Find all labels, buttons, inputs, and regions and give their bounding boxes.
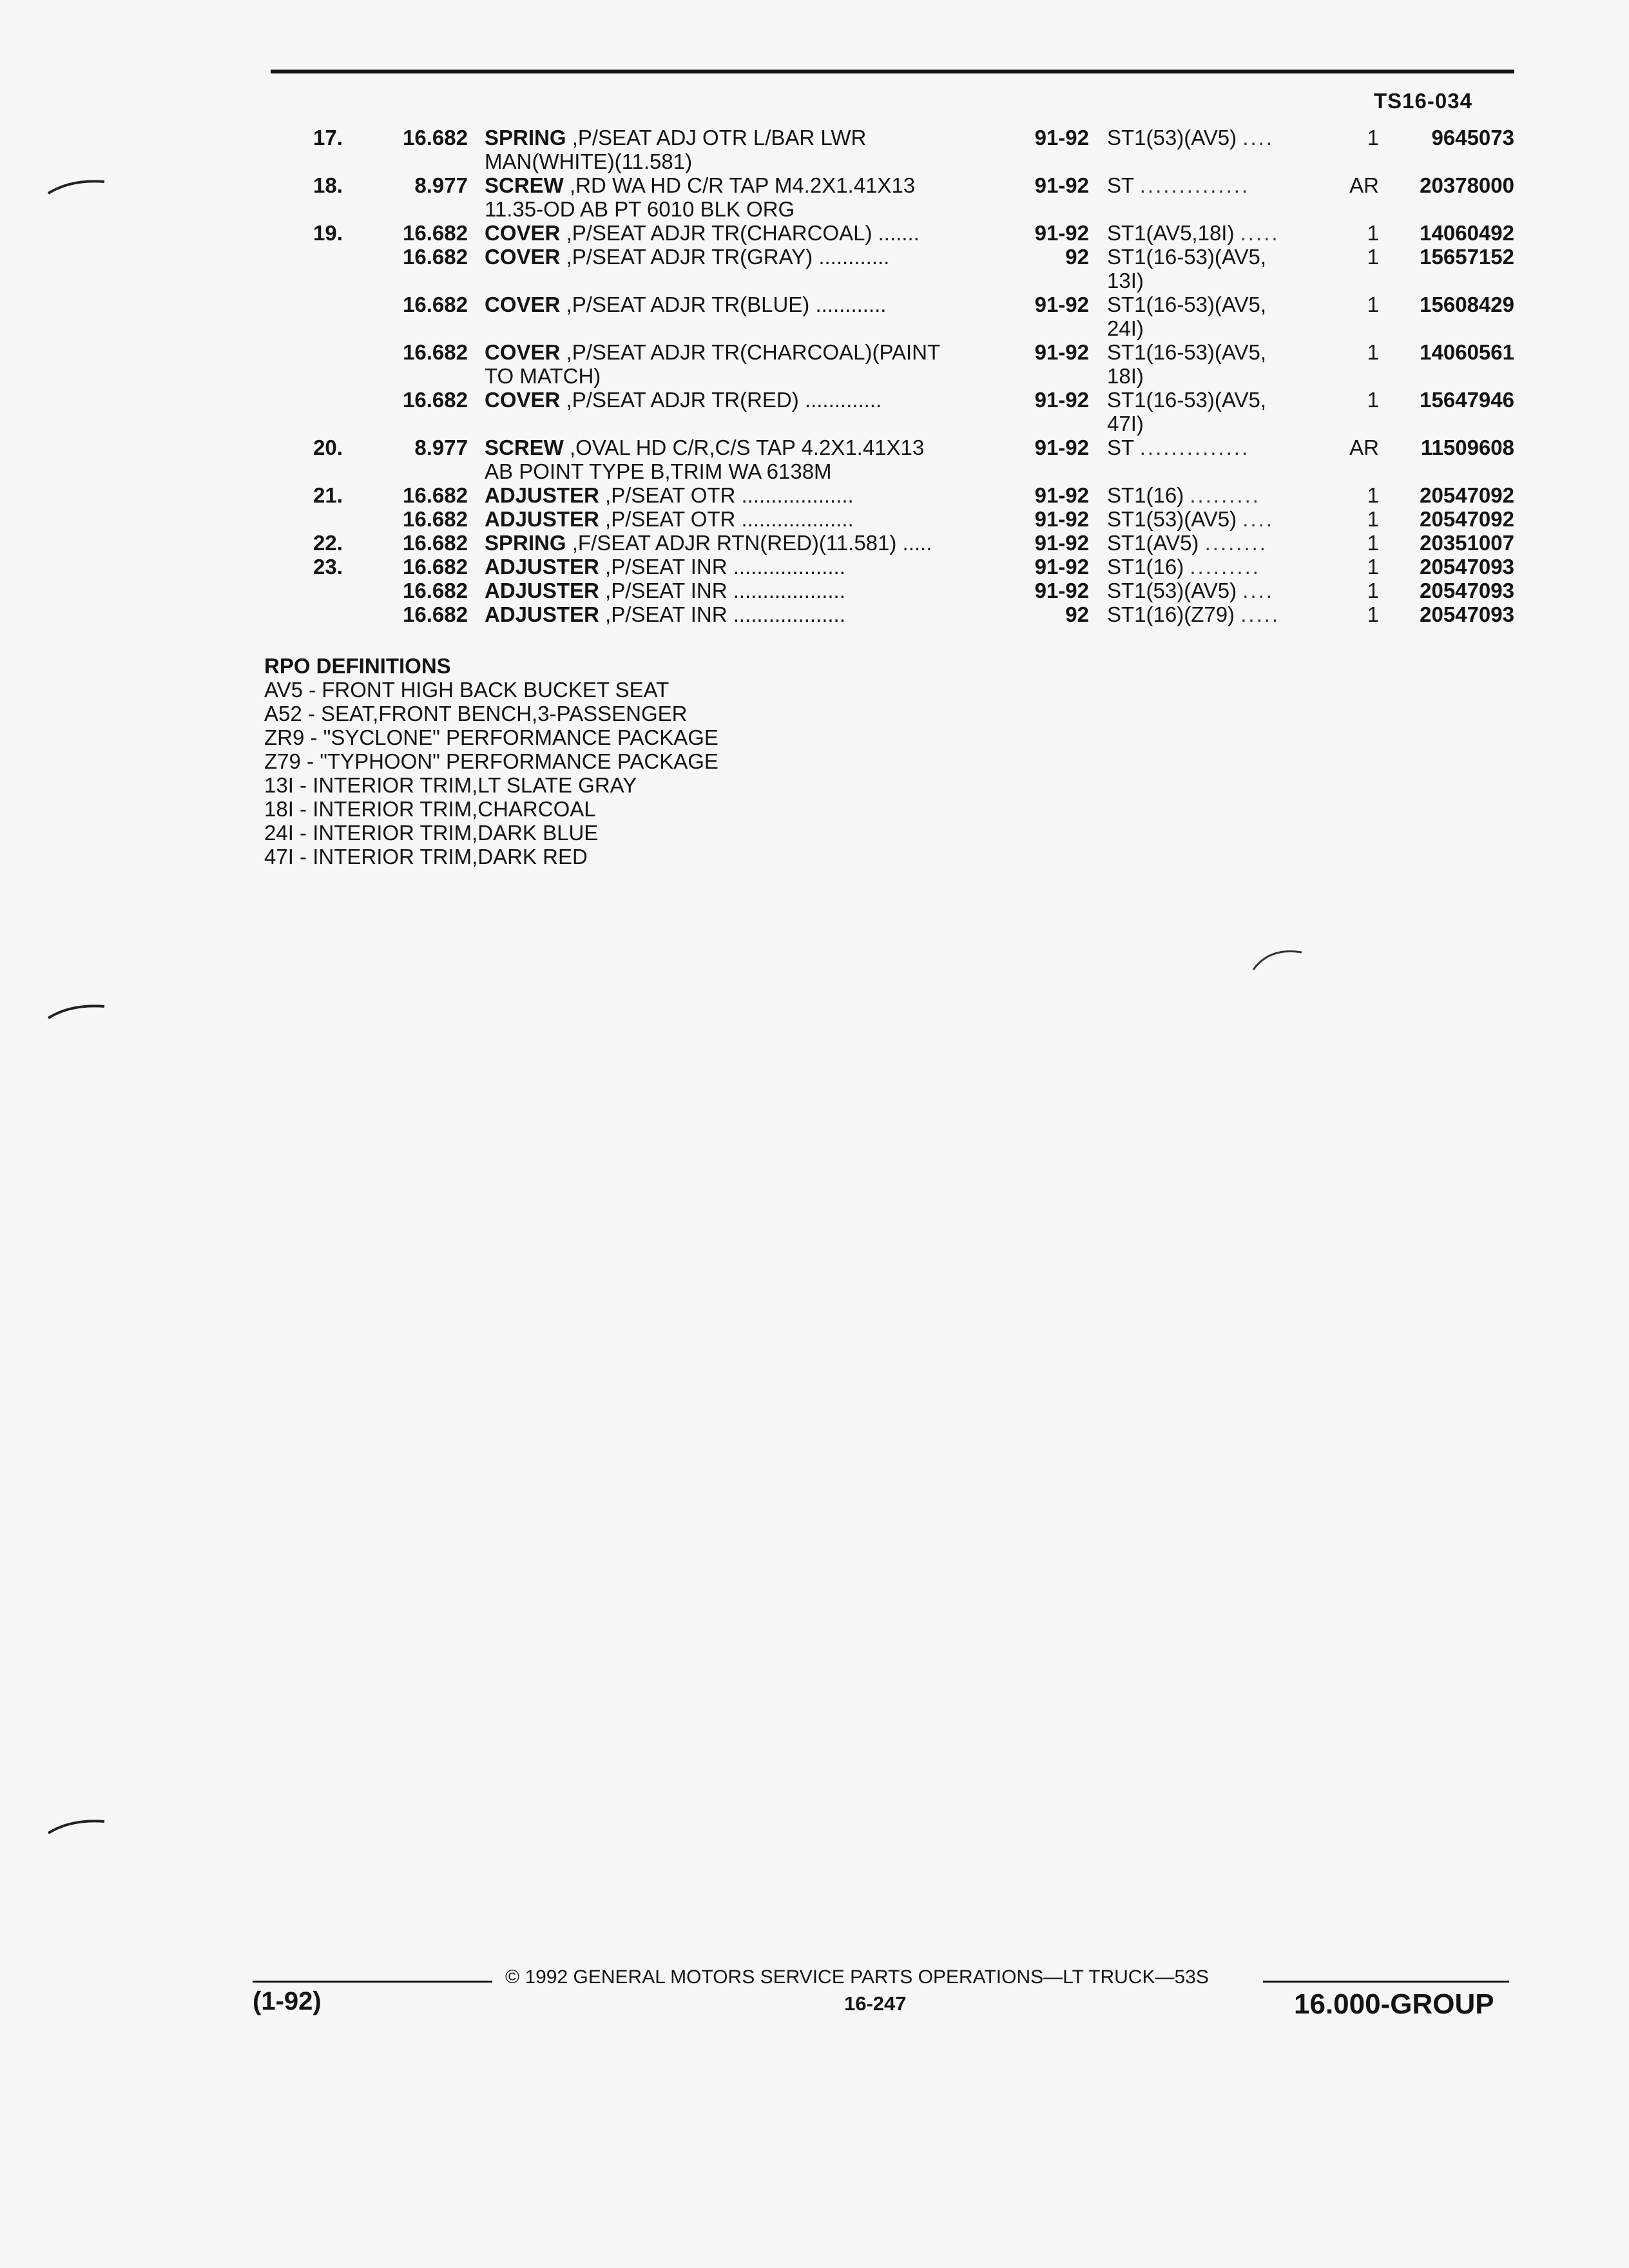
part-detail: ,P/SEAT ADJR TR(CHARCOAL) ....... bbox=[560, 221, 920, 245]
part-number: 20547092 bbox=[1420, 483, 1514, 507]
part-row bbox=[0, 388, 1629, 436]
rpo-item: 24I - INTERIOR TRIM,DARK BLUE bbox=[264, 821, 599, 845]
quantity: AR bbox=[1349, 436, 1379, 459]
usage-text: ST1(53)(AV5) bbox=[1107, 507, 1237, 531]
item-number: 19. bbox=[313, 221, 343, 245]
item-number: 17. bbox=[313, 126, 343, 149]
usage-text: ST1(AV5,18I) bbox=[1107, 221, 1235, 245]
quantity: 1 bbox=[1367, 293, 1379, 316]
part-row bbox=[0, 483, 1629, 507]
usage-text: ST1(16-53)(AV5, bbox=[1107, 388, 1266, 412]
hole-mark-1 bbox=[45, 174, 110, 200]
rpo-definitions bbox=[264, 654, 718, 869]
usage-code bbox=[1107, 126, 1274, 150]
usage-text: ST1(AV5) bbox=[1107, 531, 1199, 555]
usage-code bbox=[1107, 483, 1260, 508]
quantity: AR bbox=[1349, 173, 1379, 197]
usage-text: ST1(16) bbox=[1107, 483, 1184, 507]
part-name: ADJUSTER bbox=[485, 483, 599, 507]
part-description bbox=[485, 221, 920, 245]
usage-code bbox=[1107, 245, 1266, 269]
usage-text: ST1(16-53)(AV5, bbox=[1107, 245, 1266, 269]
model-years: 91-92 bbox=[1034, 531, 1089, 555]
group-number: 16.682 bbox=[403, 602, 468, 626]
part-row bbox=[0, 555, 1629, 579]
part-description bbox=[485, 340, 940, 365]
usage-code-continued: 24I) bbox=[1107, 316, 1144, 340]
usage-code bbox=[1107, 531, 1268, 555]
part-row bbox=[0, 245, 1629, 293]
part-row bbox=[0, 293, 1629, 340]
top-rule bbox=[271, 70, 1514, 73]
part-row bbox=[0, 579, 1629, 602]
model-years: 91-92 bbox=[1034, 579, 1089, 602]
dot-leader: .... bbox=[1242, 126, 1274, 149]
part-name: SCREW bbox=[485, 173, 564, 197]
footer-rule-right bbox=[1263, 1981, 1509, 1983]
part-number: 20547093 bbox=[1420, 602, 1514, 626]
dot-leader: ..... bbox=[1240, 221, 1280, 245]
part-detail: ,OVAL HD C/R,C/S TAP 4.2X1.41X13 bbox=[563, 436, 925, 459]
rpo-item: Z79 - "TYPHOON" PERFORMANCE PACKAGE bbox=[264, 749, 718, 773]
rpo-items bbox=[264, 678, 718, 869]
usage-code-continued: 18I) bbox=[1107, 364, 1144, 388]
group-number: 16.682 bbox=[403, 221, 468, 245]
item-number: 22. bbox=[313, 531, 343, 555]
usage-code bbox=[1107, 173, 1249, 198]
item-number: 21. bbox=[313, 483, 343, 507]
usage-code bbox=[1107, 221, 1279, 245]
group-number: 16.682 bbox=[403, 340, 468, 364]
model-years: 91-92 bbox=[1034, 173, 1089, 197]
part-name: COVER bbox=[485, 293, 561, 316]
usage-text: ST1(16)(Z79) bbox=[1107, 602, 1235, 626]
part-row bbox=[0, 507, 1629, 531]
item-number: 23. bbox=[313, 555, 343, 579]
rpo-item: 47I - INTERIOR TRIM,DARK RED bbox=[264, 845, 588, 869]
part-description bbox=[485, 507, 854, 532]
quantity: 1 bbox=[1367, 245, 1379, 269]
usage-code bbox=[1107, 579, 1274, 603]
part-name: COVER bbox=[485, 340, 561, 364]
part-description bbox=[485, 293, 886, 317]
part-number: 14060492 bbox=[1420, 221, 1514, 245]
part-detail: ,P/SEAT ADJR TR(RED) ............. bbox=[560, 388, 882, 412]
dot-leader: .............. bbox=[1139, 436, 1250, 459]
model-years: 91-92 bbox=[1034, 388, 1089, 412]
rpo-item: AV5 - FRONT HIGH BACK BUCKET SEAT bbox=[264, 678, 670, 702]
rpo-item: 13I - INTERIOR TRIM,LT SLATE GRAY bbox=[264, 773, 637, 797]
part-description bbox=[485, 245, 889, 269]
part-name: SPRING bbox=[485, 531, 566, 555]
quantity: 1 bbox=[1367, 507, 1379, 531]
dot-leader: ......... bbox=[1190, 483, 1260, 507]
quantity: 1 bbox=[1367, 221, 1379, 245]
part-detail: ,P/SEAT ADJ OTR L/BAR LWR bbox=[566, 126, 867, 149]
dot-leader: ........ bbox=[1204, 531, 1268, 555]
group-number: 16.682 bbox=[403, 555, 468, 579]
dot-leader: .... bbox=[1242, 507, 1274, 531]
part-row bbox=[0, 221, 1629, 245]
footer-rule-left bbox=[253, 1981, 492, 1983]
group-number: 16.682 bbox=[403, 388, 468, 412]
quantity: 1 bbox=[1367, 388, 1379, 412]
usage-code bbox=[1107, 507, 1274, 532]
quantity: 1 bbox=[1367, 555, 1379, 579]
group-number: 16.682 bbox=[403, 126, 468, 149]
rpo-title: RPO DEFINITIONS bbox=[264, 654, 451, 678]
part-detail: ,P/SEAT OTR ................... bbox=[599, 507, 854, 531]
part-number: 20547093 bbox=[1420, 579, 1514, 602]
model-years: 91-92 bbox=[1034, 555, 1089, 579]
usage-code bbox=[1107, 293, 1266, 317]
model-years: 91-92 bbox=[1034, 340, 1089, 364]
hole-mark-3 bbox=[45, 1814, 110, 1840]
usage-text: ST1(53)(AV5) bbox=[1107, 126, 1237, 149]
part-description bbox=[485, 579, 845, 603]
group-number: 8.977 bbox=[414, 436, 468, 459]
part-row bbox=[0, 173, 1629, 221]
usage-code-continued: 47I) bbox=[1107, 412, 1144, 436]
part-description bbox=[485, 173, 915, 198]
group-number: 16.682 bbox=[403, 245, 468, 269]
group-number: 16.682 bbox=[403, 483, 468, 507]
part-description bbox=[485, 126, 866, 150]
item-number: 20. bbox=[313, 436, 343, 459]
part-row bbox=[0, 602, 1629, 626]
group-number: 16.682 bbox=[403, 293, 468, 316]
usage-text: ST1(16-53)(AV5, bbox=[1107, 340, 1266, 364]
part-detail: ,P/SEAT INR ................... bbox=[599, 579, 845, 602]
usage-text: ST bbox=[1107, 436, 1134, 459]
model-years: 91-92 bbox=[1034, 483, 1089, 507]
part-description bbox=[485, 602, 845, 627]
part-row bbox=[0, 531, 1629, 555]
model-years: 91-92 bbox=[1034, 507, 1089, 531]
part-name: ADJUSTER bbox=[485, 555, 599, 579]
part-description bbox=[485, 483, 854, 508]
dot-leader: ......... bbox=[1190, 555, 1260, 579]
part-name: ADJUSTER bbox=[485, 602, 599, 626]
part-description bbox=[485, 531, 932, 555]
part-number: 15608429 bbox=[1420, 293, 1514, 316]
quantity: 1 bbox=[1367, 531, 1379, 555]
part-number: 9645073 bbox=[1431, 126, 1514, 149]
part-number: 20547093 bbox=[1420, 555, 1514, 579]
part-name: COVER bbox=[485, 245, 561, 269]
group-number: 16.682 bbox=[403, 531, 468, 555]
model-years: 91-92 bbox=[1034, 126, 1089, 149]
part-row bbox=[0, 126, 1629, 173]
quantity: 1 bbox=[1367, 340, 1379, 364]
group-number: 8.977 bbox=[414, 173, 468, 197]
part-name: ADJUSTER bbox=[485, 579, 599, 602]
usage-text: ST1(16-53)(AV5, bbox=[1107, 293, 1266, 316]
part-detail: ,RD WA HD C/R TAP M4.2X1.41X13 bbox=[563, 173, 916, 197]
parts-list bbox=[0, 126, 1629, 626]
model-years: 91-92 bbox=[1034, 293, 1089, 316]
part-description bbox=[485, 436, 924, 460]
part-number: 20351007 bbox=[1420, 531, 1514, 555]
part-number: 14060561 bbox=[1420, 340, 1514, 364]
group-number: 16.682 bbox=[403, 507, 468, 531]
part-row bbox=[0, 340, 1629, 388]
hole-mark-2 bbox=[45, 999, 110, 1024]
page-number: 16-247 bbox=[844, 1992, 907, 2015]
part-detail: ,P/SEAT INR ................... bbox=[599, 555, 845, 579]
pencil-mark bbox=[1250, 941, 1308, 973]
quantity: 1 bbox=[1367, 579, 1379, 602]
part-number: 20547092 bbox=[1420, 507, 1514, 531]
model-years: 92 bbox=[1065, 245, 1089, 269]
usage-code bbox=[1107, 602, 1280, 627]
rpo-item: 18I - INTERIOR TRIM,CHARCOAL bbox=[264, 797, 596, 821]
part-detail: ,P/SEAT OTR ................... bbox=[599, 483, 854, 507]
part-detail: ,P/SEAT ADJR TR(BLUE) ............ bbox=[560, 293, 887, 316]
usage-text: ST1(53)(AV5) bbox=[1107, 579, 1237, 602]
item-number: 18. bbox=[313, 173, 343, 197]
part-description-continued: MAN(WHITE)(11.581) bbox=[485, 149, 693, 173]
part-description-continued: 11.35-OD AB PT 6010 BLK ORG bbox=[485, 197, 795, 221]
usage-code bbox=[1107, 436, 1249, 460]
part-detail: ,P/SEAT ADJR TR(GRAY) ............ bbox=[560, 245, 890, 269]
part-detail: ,P/SEAT INR ................... bbox=[599, 602, 845, 626]
model-years: 92 bbox=[1065, 602, 1089, 626]
usage-text: ST1(16) bbox=[1107, 555, 1184, 579]
usage-code bbox=[1107, 340, 1266, 365]
quantity: 1 bbox=[1367, 602, 1379, 626]
dot-leader: .............. bbox=[1139, 173, 1250, 197]
part-detail: ,F/SEAT ADJR RTN(RED)(11.581) ..... bbox=[566, 531, 932, 555]
part-number: 15657152 bbox=[1420, 245, 1514, 269]
dot-leader: ..... bbox=[1240, 602, 1280, 626]
part-name: COVER bbox=[485, 388, 561, 412]
part-description bbox=[485, 388, 882, 412]
part-number: 11509608 bbox=[1420, 436, 1514, 459]
part-number: 20378000 bbox=[1420, 173, 1514, 197]
date-code: (1-92) bbox=[253, 1987, 322, 2015]
part-description-continued: TO MATCH) bbox=[485, 364, 601, 388]
dot-leader: .... bbox=[1242, 579, 1274, 602]
quantity: 1 bbox=[1367, 126, 1379, 149]
group-number: 16.682 bbox=[403, 579, 468, 602]
usage-code bbox=[1107, 388, 1266, 412]
usage-code-continued: 13I) bbox=[1107, 269, 1144, 293]
part-description-continued: AB POINT TYPE B,TRIM WA 6138M bbox=[485, 459, 832, 483]
part-name: COVER bbox=[485, 221, 561, 245]
group-label: 16.000-GROUP bbox=[1294, 1988, 1494, 2020]
rpo-item: ZR9 - "SYCLONE" PERFORMANCE PACKAGE bbox=[264, 726, 718, 749]
part-description bbox=[485, 555, 845, 579]
document-code: TS16-034 bbox=[1374, 89, 1472, 113]
part-detail: ,P/SEAT ADJR TR(CHARCOAL)(PAINT bbox=[560, 340, 941, 364]
copyright-notice: © 1992 GENERAL MOTORS SERVICE PARTS OPERATIONS—LT TRUCK—53S bbox=[505, 1966, 1209, 1988]
usage-code bbox=[1107, 555, 1260, 579]
part-name: SCREW bbox=[485, 436, 564, 459]
model-years: 91-92 bbox=[1034, 221, 1089, 245]
model-years: 91-92 bbox=[1034, 436, 1089, 459]
usage-text: ST bbox=[1107, 173, 1134, 197]
rpo-item: A52 - SEAT,FRONT BENCH,3-PASSENGER bbox=[264, 702, 688, 726]
quantity: 1 bbox=[1367, 483, 1379, 507]
part-name: ADJUSTER bbox=[485, 507, 599, 531]
part-row bbox=[0, 436, 1629, 483]
part-name: SPRING bbox=[485, 126, 566, 149]
part-number: 15647946 bbox=[1420, 388, 1514, 412]
